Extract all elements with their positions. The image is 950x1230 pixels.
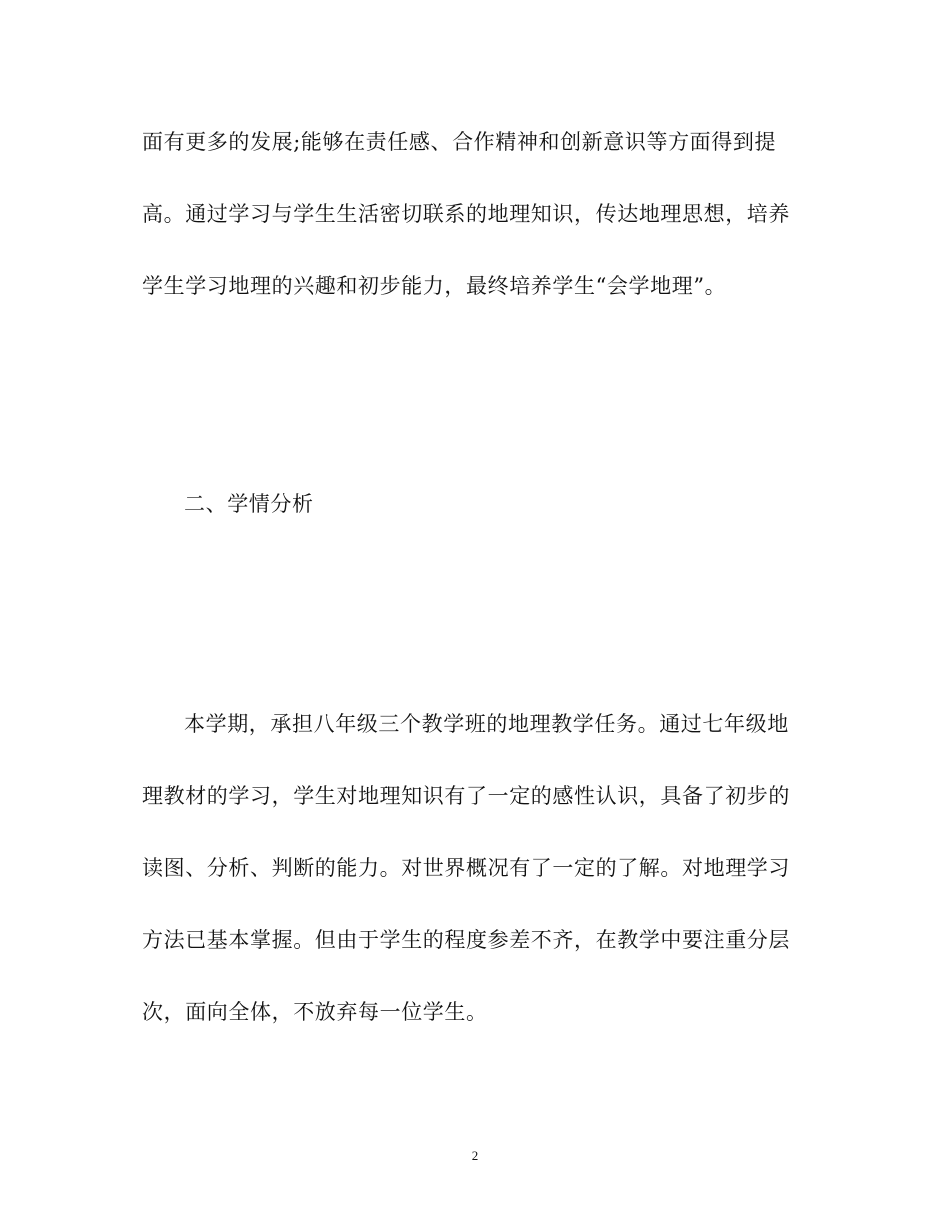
paragraph-line: 次，面向全体，不放弃每一位学生。 bbox=[142, 1000, 488, 1024]
paragraph-line: 理教材的学习，学生对地理知识有了一定的感性认识，具备了初步的 bbox=[142, 784, 790, 808]
paragraph-line: 高。通过学习与学生生活密切联系的地理知识，传达地理思想，培养 bbox=[142, 202, 790, 226]
page-number: 2 bbox=[471, 1148, 479, 1163]
paragraph-line: 本学期，承担八年级三个教学班的地理教学任务。通过七年级地 bbox=[184, 712, 789, 736]
paragraph-line: 读图、分析、判断的能力。对世界概况有了一定的了解。对地理学习 bbox=[142, 856, 790, 880]
paragraph-line: 学生学习地理的兴趣和初步能力，最终培养学生“会学地理”。 bbox=[142, 274, 727, 298]
paragraph-line: 方法已基本掌握。但由于学生的程度参差不齐，在教学中要注重分层 bbox=[142, 928, 790, 952]
section-heading: 二、学情分析 bbox=[184, 492, 314, 516]
paragraph-line: 面有更多的发展;能够在责任感、合作精神和创新意识等方面得到提 bbox=[142, 130, 777, 154]
